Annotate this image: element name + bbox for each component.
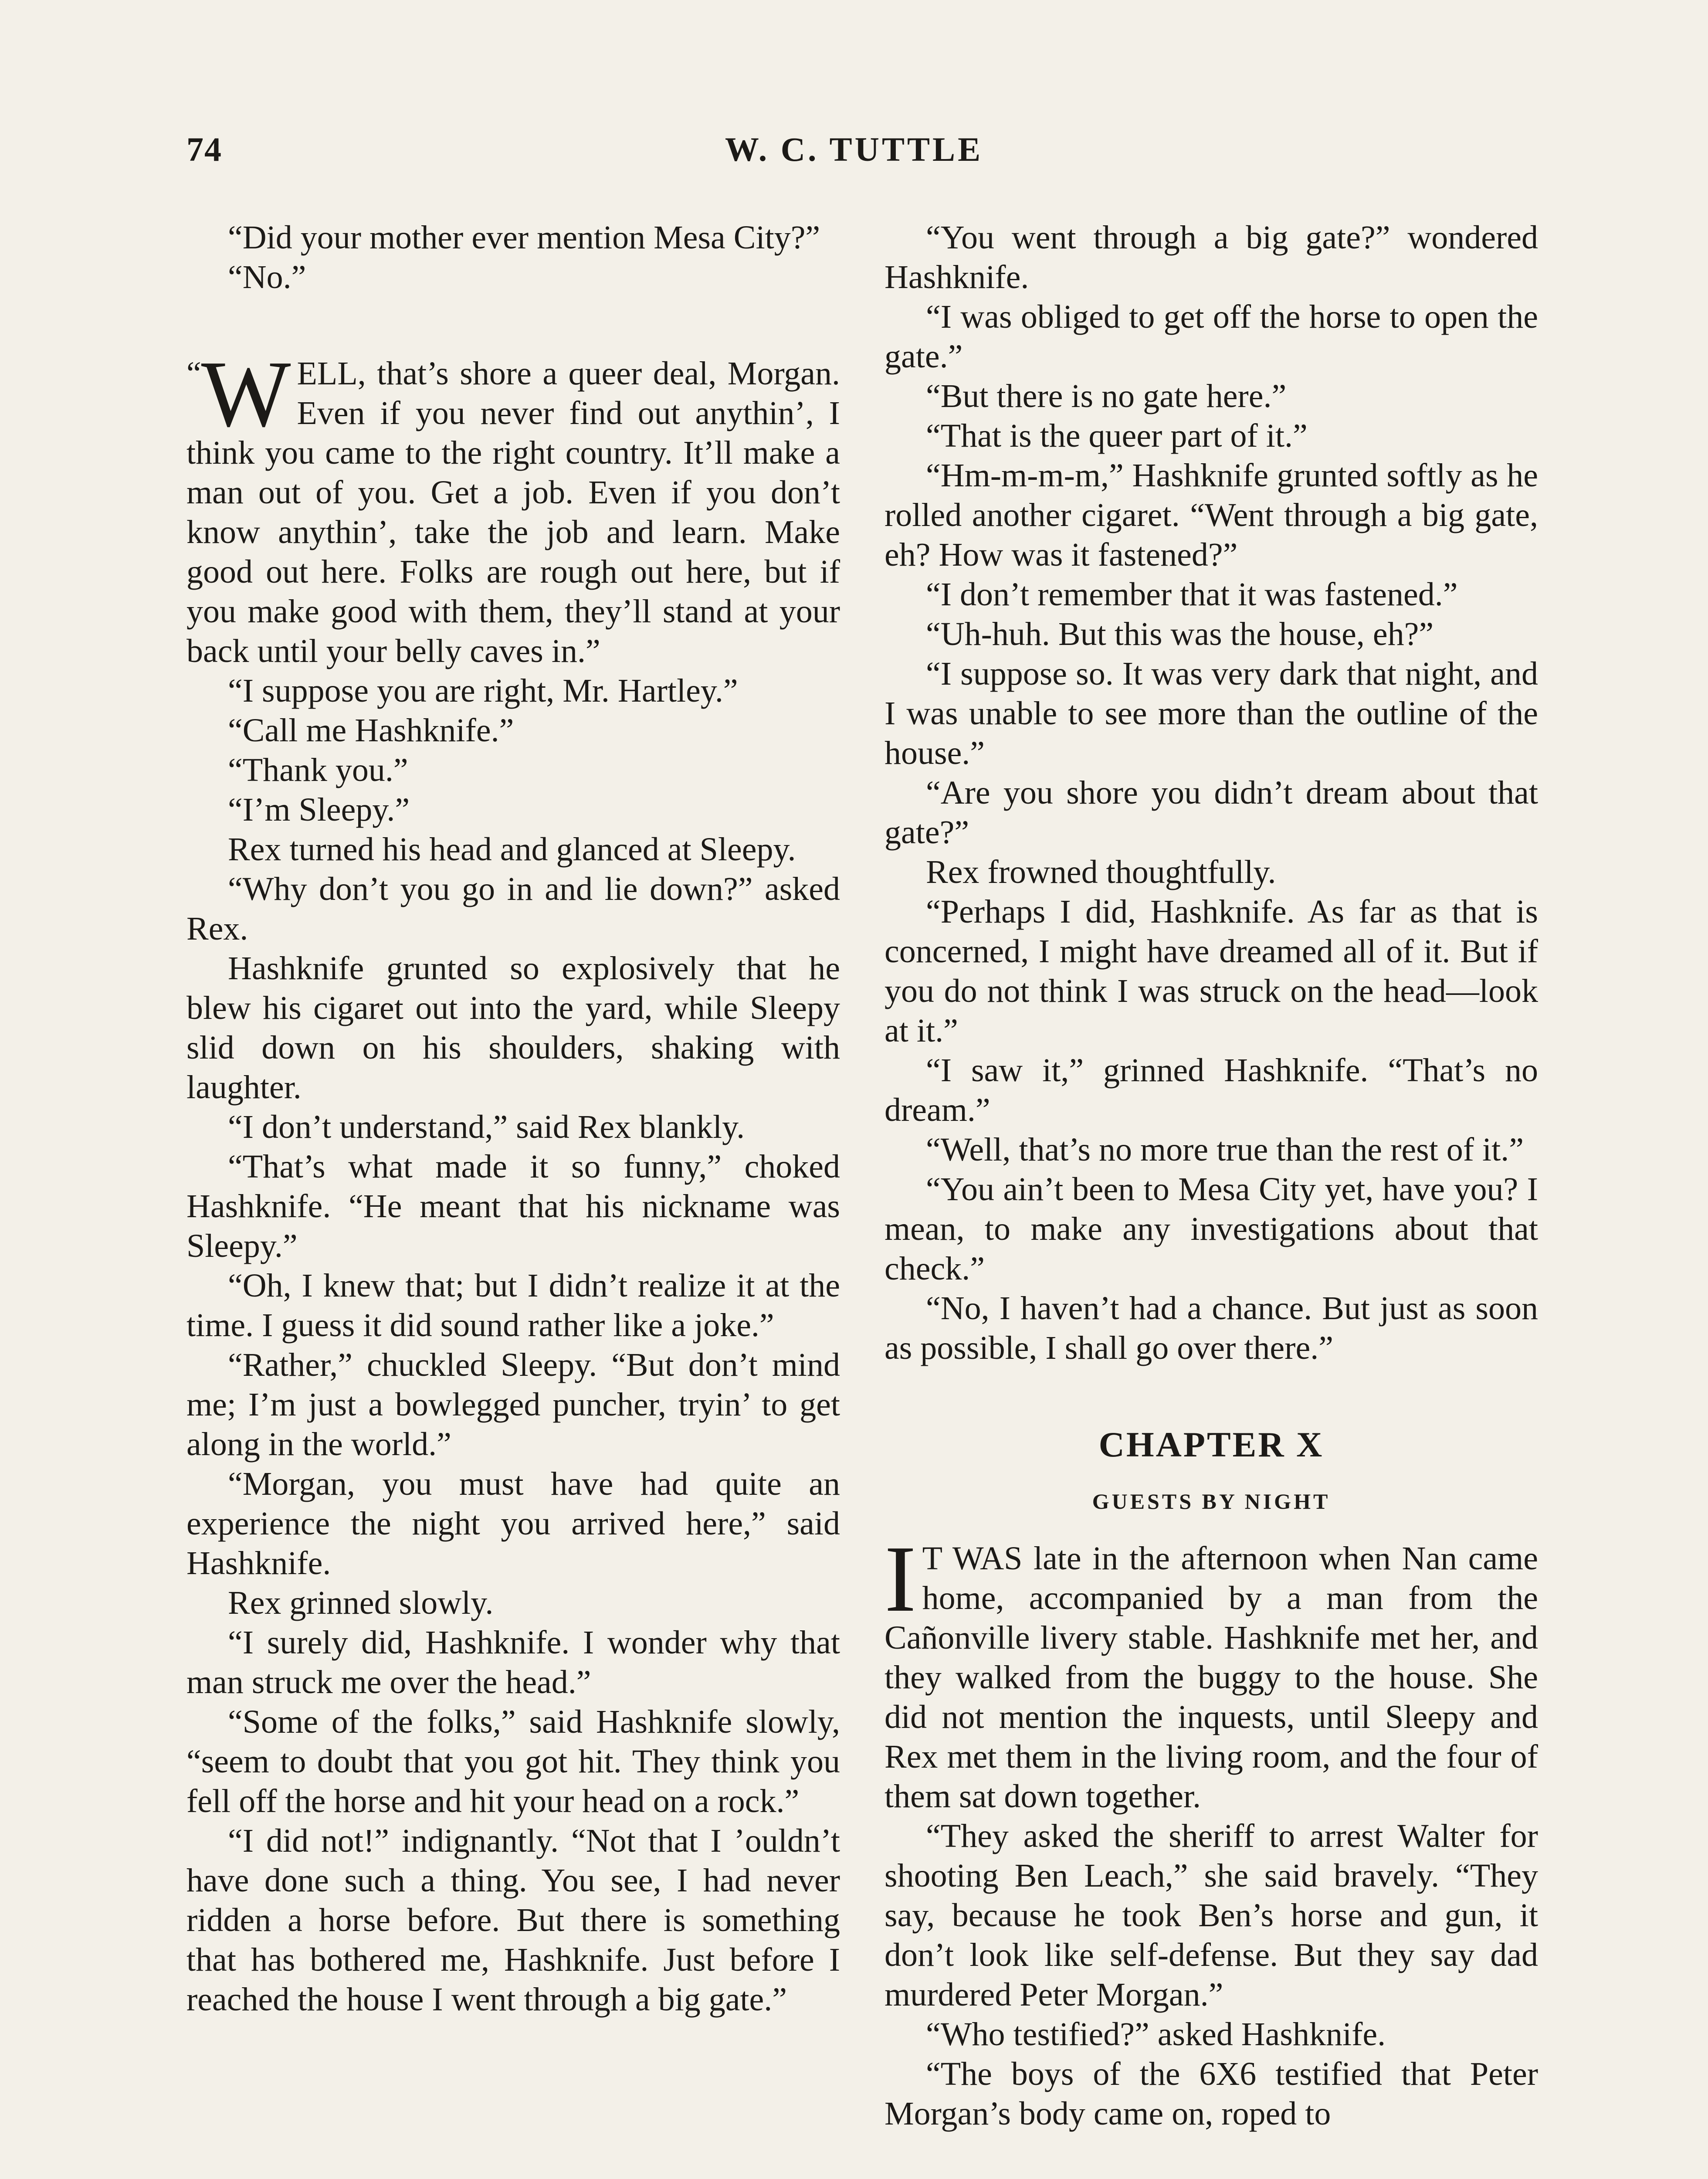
paragraph: Rex turned his head and glanced at Sleepy. (228, 831, 796, 868)
paragraph: “That is the queer part of it.” (926, 417, 1308, 454)
paragraph: “Thank you.” (228, 752, 408, 788)
paragraph: “You went through a big gate?” wondered Hashknife. (884, 219, 1538, 295)
paragraph: “Uh-huh. But this was the house, eh?” (926, 616, 1434, 652)
chapter-opening-paragraph (884, 1527, 1538, 1816)
page-number: 74 (186, 130, 222, 168)
paragraph: “I saw it,” grinned Hashknife. “That’s no dream.” (884, 1052, 1538, 1128)
paragraph: “I don’t remember that it was fastened.” (926, 576, 1458, 613)
right-column (884, 218, 1538, 2134)
paragraph: “But there is no gate here.” (926, 378, 1287, 414)
paragraph: “Well, that’s no more true than the rest of it.” (926, 1131, 1524, 1168)
drop-cap: I (884, 1527, 916, 1632)
paragraph: “That’s what made it so funny,” choked Hashknife. “He meant that his nickname was Sleepy.” (186, 1148, 840, 1264)
paragraph: “I suppose you are right, Mr. Hartley.” (228, 672, 738, 709)
paragraph: “I surely did, Hashknife. I wonder why that man struck me over the head.” (186, 1624, 840, 1700)
paragraph: “Rather,” chuckled Sleepy. “But don’t mind me; I’m just a bowlegged puncher, tryin’ to get along in the world.” (186, 1347, 840, 1463)
section-opening-paragraph (186, 342, 840, 671)
paragraph: “Did your mother ever mention Mesa City?” (228, 219, 820, 256)
chapter-subtitle: GUESTS BY NIGHT (1092, 1489, 1331, 1514)
paragraph: “Perhaps I did, Hashknife. As far as that is concerned, I might have dreamed all of it. But if you do not think I was struck on the head—look at it.” (884, 893, 1538, 1049)
paragraph: “Why don’t you go in and lie down?” asked Rex. (186, 871, 840, 947)
chapter-title: CHAPTER X (1098, 1425, 1324, 1464)
paragraph: “Call me Hashknife.” (228, 712, 514, 749)
paragraph-text: ELL, that’s shore a queer deal, Morgan. Even if you never find out anythin’, I think you came to the right country. It’ll make a man out of you. Get a job. Even if you don’t know anythin’, take the job and learn. Make good out here. Folks are rough out here, but if you make good with them, they’ll stand at your back until your belly caves in.” (186, 355, 840, 669)
left-column (186, 218, 840, 2019)
paragraph: “Are you shore you didn’t dream about that gate?” (884, 774, 1538, 851)
paragraph: “I was obliged to get off the horse to open the gate.” (884, 299, 1538, 375)
paragraph: “Hm-m-m-m,” Hashknife grunted softly as he rolled another cigaret. “Went through a big gate, eh? How was it fastened?” (884, 457, 1538, 573)
paragraph: Hashknife grunted so explosively that he blew his cigaret out into the yard, while Sleepy slid down on his shoulders, shaking with laughter. (186, 950, 840, 1106)
paragraph: “Morgan, you must have had quite an experience the night you arrived here,” said Hashknife. (186, 1466, 840, 1582)
paragraph: “I suppose so. It was very dark that night, and I was unable to see more than the outline of the house.” (884, 655, 1538, 771)
paragraph: “They asked the sheriff to arrest Walter for shooting Ben Leach,” she said bravely. “They say, because he took Ben’s horse and gun, it don’t look like self-defense. But they say dad murdered Peter Morgan.” (884, 1818, 1538, 2013)
paragraph: “I’m Sleepy.” (228, 791, 410, 828)
paragraph: “Some of the folks,” said Hashknife slowly, “seem to doubt that you got hit. They think you fell off the horse and hit your head on a rock.” (186, 1704, 840, 1819)
running-head: W. C. TUTTLE (725, 130, 983, 168)
paragraph: “You ain’t been to Mesa City yet, have you? I mean, to make any investigations about that check.” (884, 1171, 1538, 1287)
paragraph: Rex frowned thoughtfully. (926, 854, 1276, 890)
paragraph: “Oh, I knew that; but I didn’t realize it at the time. I guess it did sound rather like a joke.” (186, 1267, 840, 1344)
paragraph: “The boys of the 6X6 testified that Peter Morgan’s body came on, roped to (884, 2056, 1538, 2132)
paragraph: “No, I haven’t had a chance. But just as soon as possible, I shall go over there.” (884, 1290, 1538, 1366)
opening-quote-mark: “ (186, 355, 201, 392)
paragraph: “I did not!” indignantly. “Not that I ’ouldn’t have done such a thing. You see, I had never ridden a horse before. But there is something that has bothered me, Hashknife. Just before I reached the house I went through a big gate.” (186, 1823, 840, 2018)
paragraph: Rex grinned slowly. (228, 1585, 494, 1621)
paragraph: “I don’t understand,” said Rex blankly. (228, 1109, 745, 1145)
paragraph: “No.” (228, 259, 306, 295)
paragraph-text: T WAS late in the afternoon when Nan came home, accompanied by a man from the Cañonville livery stable. Hashknife met her, and they walked from the buggy to the house. She did not mention the inquests, until Sleepy and Rex met them in the living room, and the four of them sat down together. (884, 1540, 1538, 1815)
drop-cap: W (201, 342, 291, 447)
paragraph: “Who testified?” asked Hashknife. (926, 2016, 1386, 2053)
